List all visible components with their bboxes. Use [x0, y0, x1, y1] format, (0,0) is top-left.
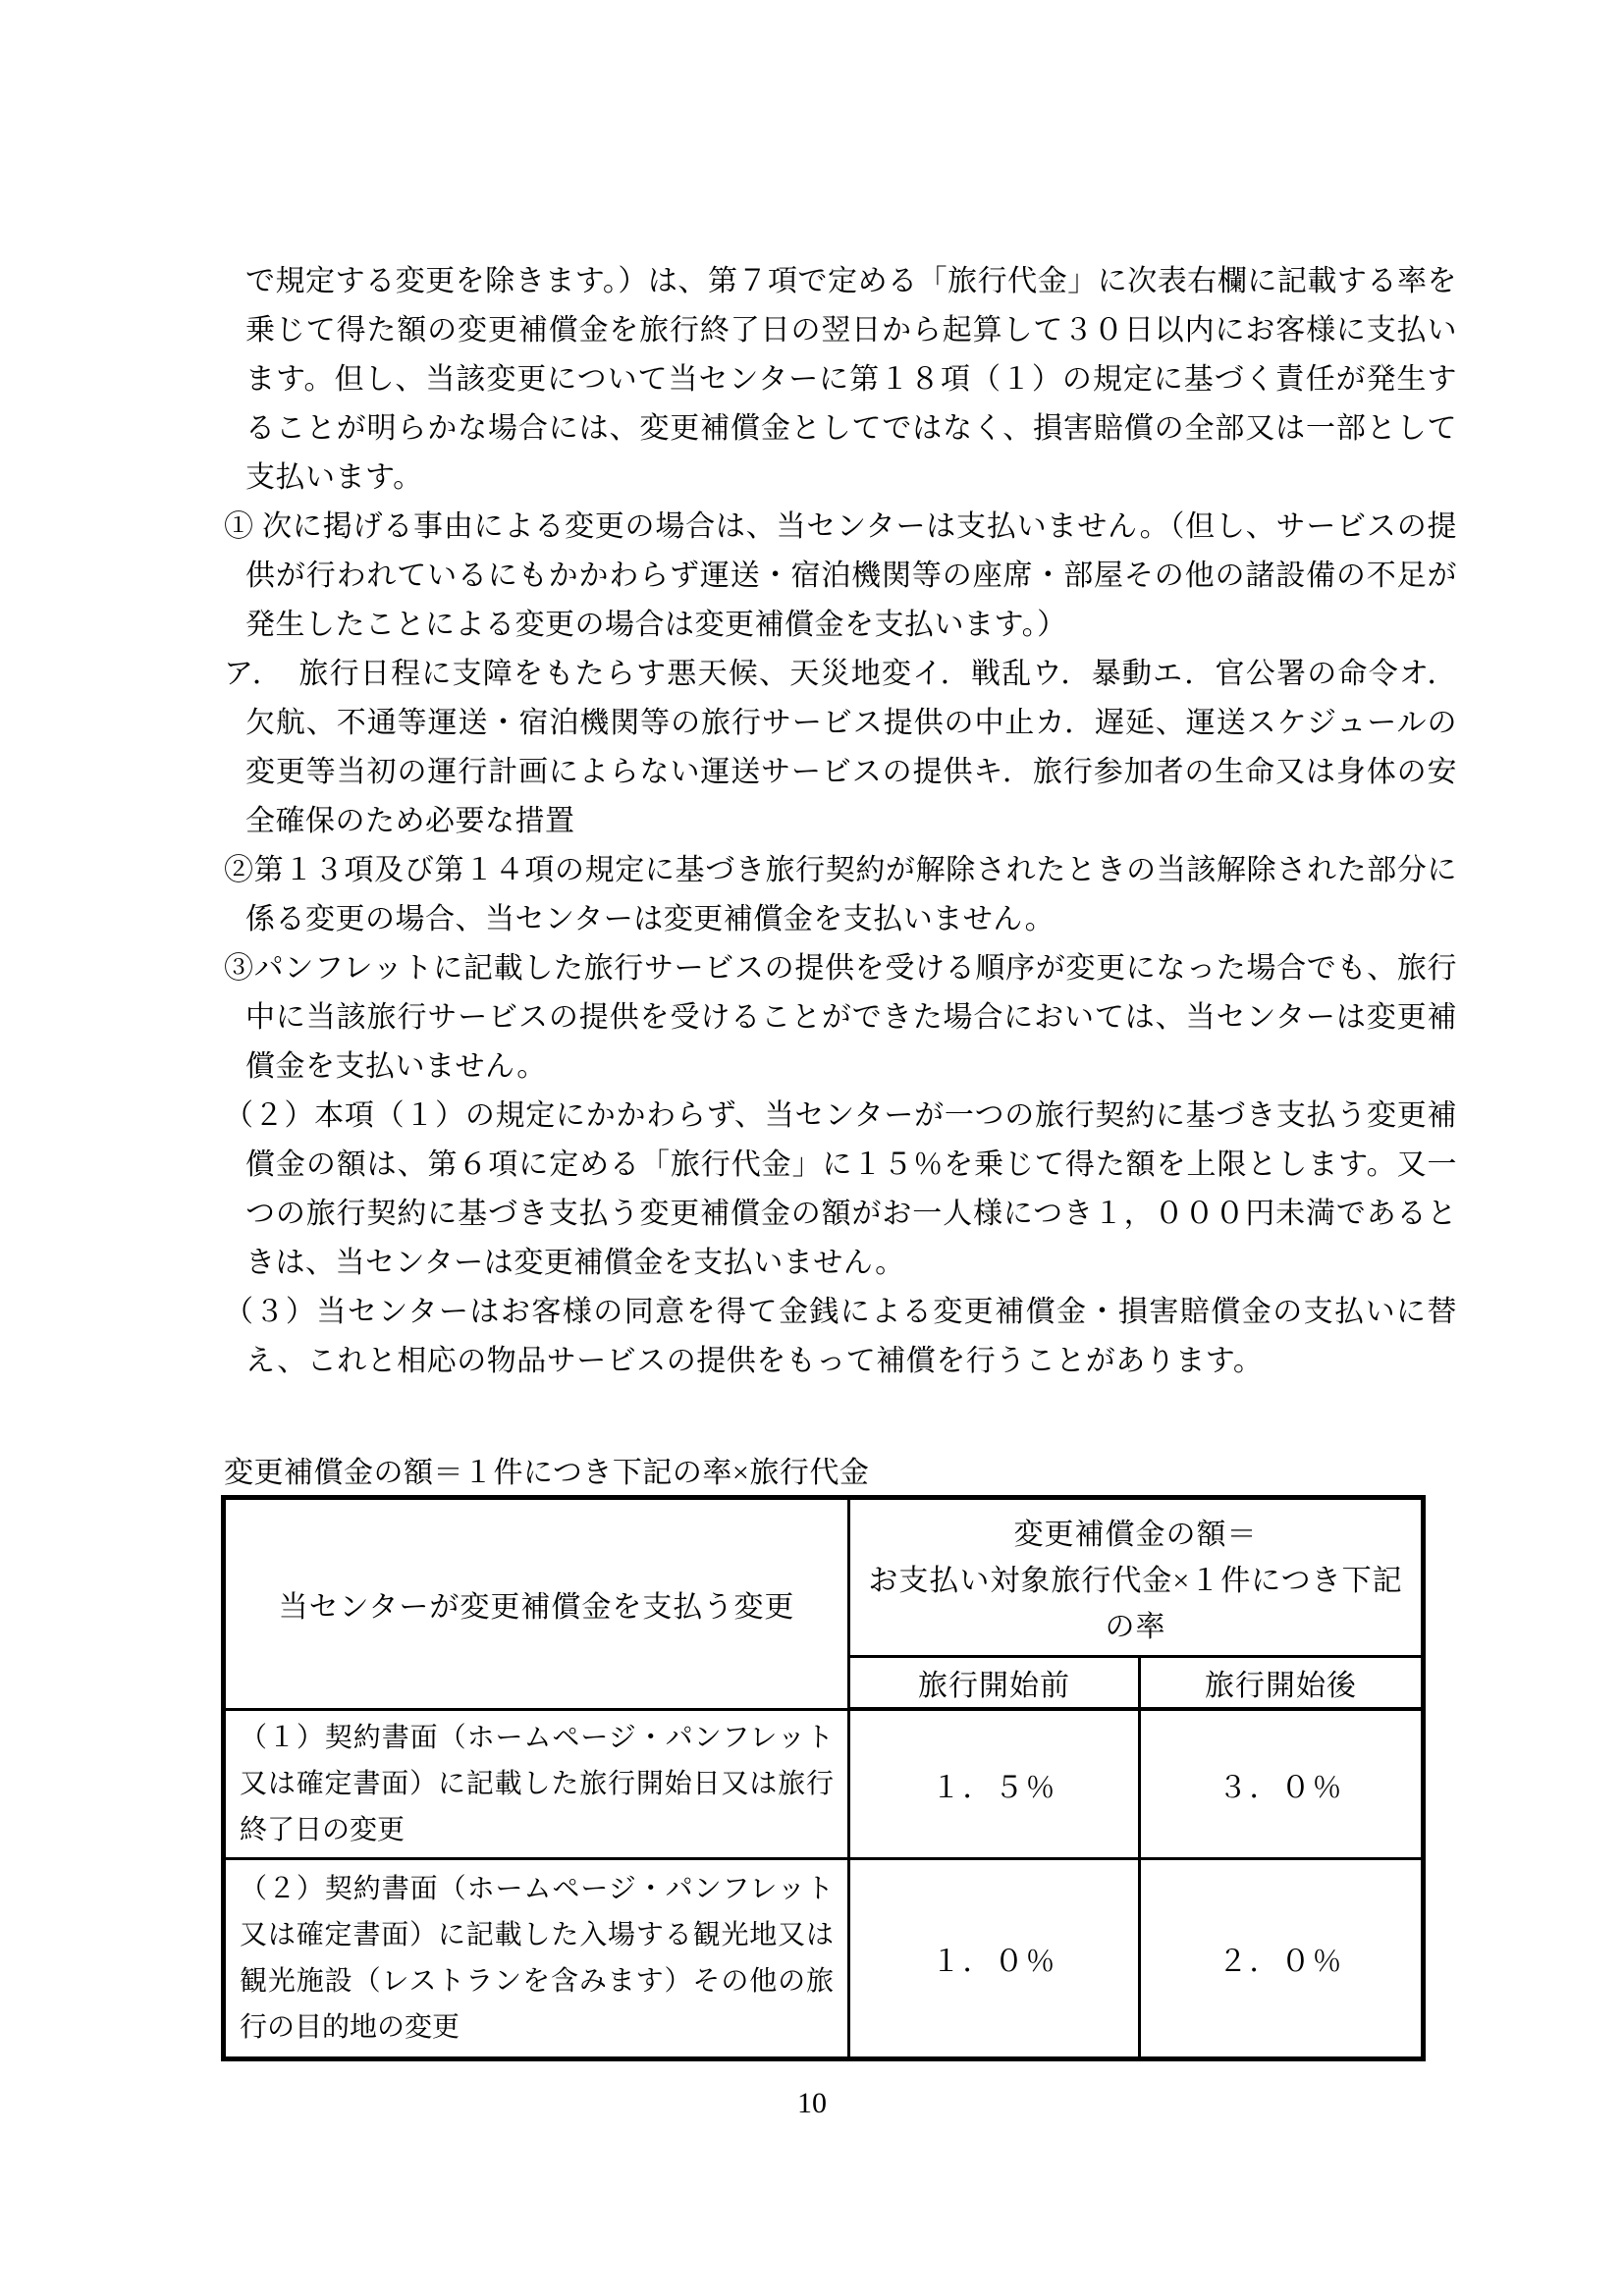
table-row1-change: （１）契約書面（ホームページ・パンフレット又は確定書面）に記載した旅行開始日又は旅行終了日の変更 — [224, 1709, 849, 1859]
compensation-table-grid — [221, 1495, 1426, 2061]
table-caption: 変更補償金の額＝１件につき下記の率×旅行代金 — [224, 1457, 870, 1489]
table-row1-rate-before: １．５％ — [849, 1709, 1140, 1859]
compensation-table — [221, 1495, 1426, 2061]
paragraph-item-1: ① 次に掲げる事由による変更の場合は、当センターは支払いません。（但し、サービスの提供が行われているにもかかわらず運送・宿泊機関等の座席・部屋その他の諸設備の不足が発生したことによる変更の場合は変更補償金を支払います。） — [224, 510, 1457, 641]
table-row2-change: （２）契約書面（ホームページ・パンフレット又は確定書面）に記載した入場する観光地又は観光施設（レストランを含みます）その他の旅行の目的地の変更 — [224, 1859, 849, 2059]
table-header-after-start: 旅行開始後 — [1140, 1657, 1424, 1710]
paragraph-continuation: で規定する変更を除きます。）は、第７項で定める「旅行代金」に次表右欄に記載する率を乗じて得た額の変更補償金を旅行終了日の翌日から起算して３０日以内にお客様に支払います。但し、当該変更について当センターに第１８項（１）の規定に基づく責任が発生することが明らかな場合には、変更補償金としてではなく、損害賠償の全部又は一部として支払います。 — [245, 265, 1457, 494]
body-text — [224, 257, 1457, 1386]
formula-line-3: の率 — [1105, 1610, 1166, 1643]
paragraph-item-3: ③パンフレットに記載した旅行サービスの提供を受ける順序が変更になった場合でも、旅行中に当該旅行サービスの提供を受けることができた場合においては、当センターは変更補償金を支払いません。 — [224, 952, 1457, 1083]
formula-line-2: お支払い対象旅行代金×１件につき下記 — [868, 1564, 1403, 1597]
table-row2-rate-before: １．０％ — [849, 1859, 1140, 2059]
table-row — [224, 1859, 1424, 2059]
table-row2-rate-after: ２．０％ — [1140, 1859, 1424, 2059]
table-header-amount-formula — [849, 1498, 1424, 1657]
table-row1-rate-after: ３．０％ — [1140, 1709, 1424, 1859]
paragraph-item-2: ②第１３項及び第１４項の規定に基づき旅行契約が解除されたときの当該解除された部分に係る変更の場合、当センターは変更補償金を支払いません。 — [224, 854, 1457, 935]
paragraph-clause-2: （２）本項（１）の規定にかかわらず、当センターが一つの旅行契約に基づき支払う変更補償金の額は、第６項に定める「旅行代金」に１５％を乗じて得た額を上限とします。又一つの旅行契約に基づき支払う変更補償金の額がお一人様につき１，０００円未満であるときは、当センターは変更補償金を支払いません。 — [224, 1099, 1457, 1279]
table-row — [224, 1709, 1424, 1859]
formula-line-1: 変更補償金の額＝ — [1013, 1518, 1258, 1551]
table-header-change-column: 当センターが変更補償金を支払う変更 — [224, 1498, 849, 1710]
paragraph-item-a: ア． 旅行日程に支障をもたらす悪天候、天災地変イ．戦乱ウ．暴動エ．官公署の命令オ．欠航、不通等運送・宿泊機関等の旅行サービス提供の中止カ．遅延、運送スケジュールの変更等当初の運行計画によらない運送サービスの提供キ．旅行参加者の生命又は身体の安全確保のため必要な措置 — [224, 658, 1457, 837]
table-header-before-start: 旅行開始前 — [849, 1657, 1140, 1710]
page-number: 10 — [797, 2087, 827, 2119]
table-header-row — [224, 1498, 1424, 1657]
paragraph-clause-3: （３）当センターはお客様の同意を得て金銭による変更補償金・損害賠償金の支払いに替え、これと相応の物品サービスの提供をもって補償を行うことがあります。 — [224, 1296, 1457, 1377]
